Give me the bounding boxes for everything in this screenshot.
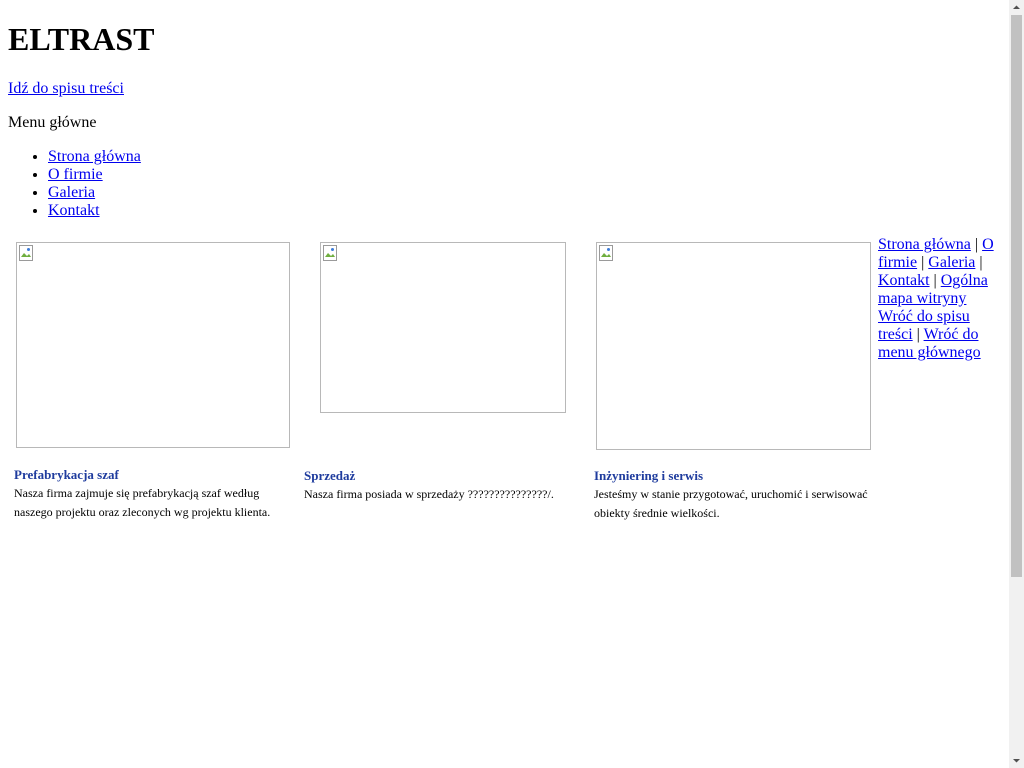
main-menu-link-home[interactable]: Strona główna xyxy=(48,148,141,165)
main-menu xyxy=(8,148,141,220)
vertical-scrollbar[interactable] xyxy=(1009,0,1024,768)
side-nav-separator: | xyxy=(916,326,920,343)
main-menu-link-contact[interactable]: Kontakt xyxy=(48,202,100,219)
main-menu-item-gallery xyxy=(48,184,141,202)
feature-description-sales: Nasza firma posiada w sprzedaży ???????????????/. xyxy=(304,487,554,501)
side-nav-link-contact[interactable]: Kontakt xyxy=(878,272,930,289)
side-nav-link-about[interactable]: O firmie xyxy=(878,236,994,271)
scroll-down-arrow-icon[interactable] xyxy=(1009,753,1024,768)
feature-image-sales xyxy=(320,242,566,413)
skip-to-content-link[interactable]: Idź do spisu treści xyxy=(8,80,124,97)
feature-description-engineering: Jesteśmy w stanie przygotować, uruchomić i serwisować obiekty średnie wielkości. xyxy=(594,487,868,520)
feature-title-sales: Sprzedaż xyxy=(304,468,356,483)
main-menu-item-contact xyxy=(48,202,141,220)
side-nav-separator: | xyxy=(933,272,937,289)
feature-title-prefabrication: Prefabrykacja szaf xyxy=(14,467,119,482)
side-nav-link-gallery[interactable]: Galeria xyxy=(928,254,976,271)
side-nav-separator: | xyxy=(921,254,925,271)
side-nav-link-home[interactable]: Strona główna xyxy=(878,236,971,253)
feature-image-engineering xyxy=(596,242,871,450)
main-menu-heading: Menu główne xyxy=(8,114,97,131)
broken-image-icon xyxy=(19,245,35,261)
side-nav-link-sitemap[interactable]: Ogólna mapa witryny xyxy=(878,272,988,307)
scroll-up-arrow-icon[interactable] xyxy=(1009,0,1024,15)
main-menu-link-about[interactable]: O firmie xyxy=(48,166,103,183)
feature-title-engineering: Inżyniering i serwis xyxy=(594,468,704,483)
feature-description-prefabrication: Nasza firma zajmuje się prefabrykacją szaf według naszego projektu oraz zleconych wg projektu klienta. xyxy=(14,486,271,519)
site-title: ELTRAST xyxy=(8,21,155,57)
side-nav-separator: | xyxy=(974,236,979,253)
broken-image-icon xyxy=(599,245,615,261)
side-nav-separator: | xyxy=(979,254,983,271)
scrollbar-thumb[interactable] xyxy=(1011,15,1022,577)
side-nav-link-back-to-toc[interactable]: Wróć do spisu treści xyxy=(878,308,970,343)
feature-image-prefabrication xyxy=(16,242,290,448)
broken-image-icon xyxy=(323,245,339,261)
main-menu-item-home xyxy=(48,148,141,166)
main-menu-item-about xyxy=(48,166,141,184)
side-nav-link-back-to-menu[interactable]: Wróć do menu głównego xyxy=(878,326,981,361)
main-menu-link-gallery[interactable]: Galeria xyxy=(48,184,96,201)
side-navigation xyxy=(878,236,1002,362)
